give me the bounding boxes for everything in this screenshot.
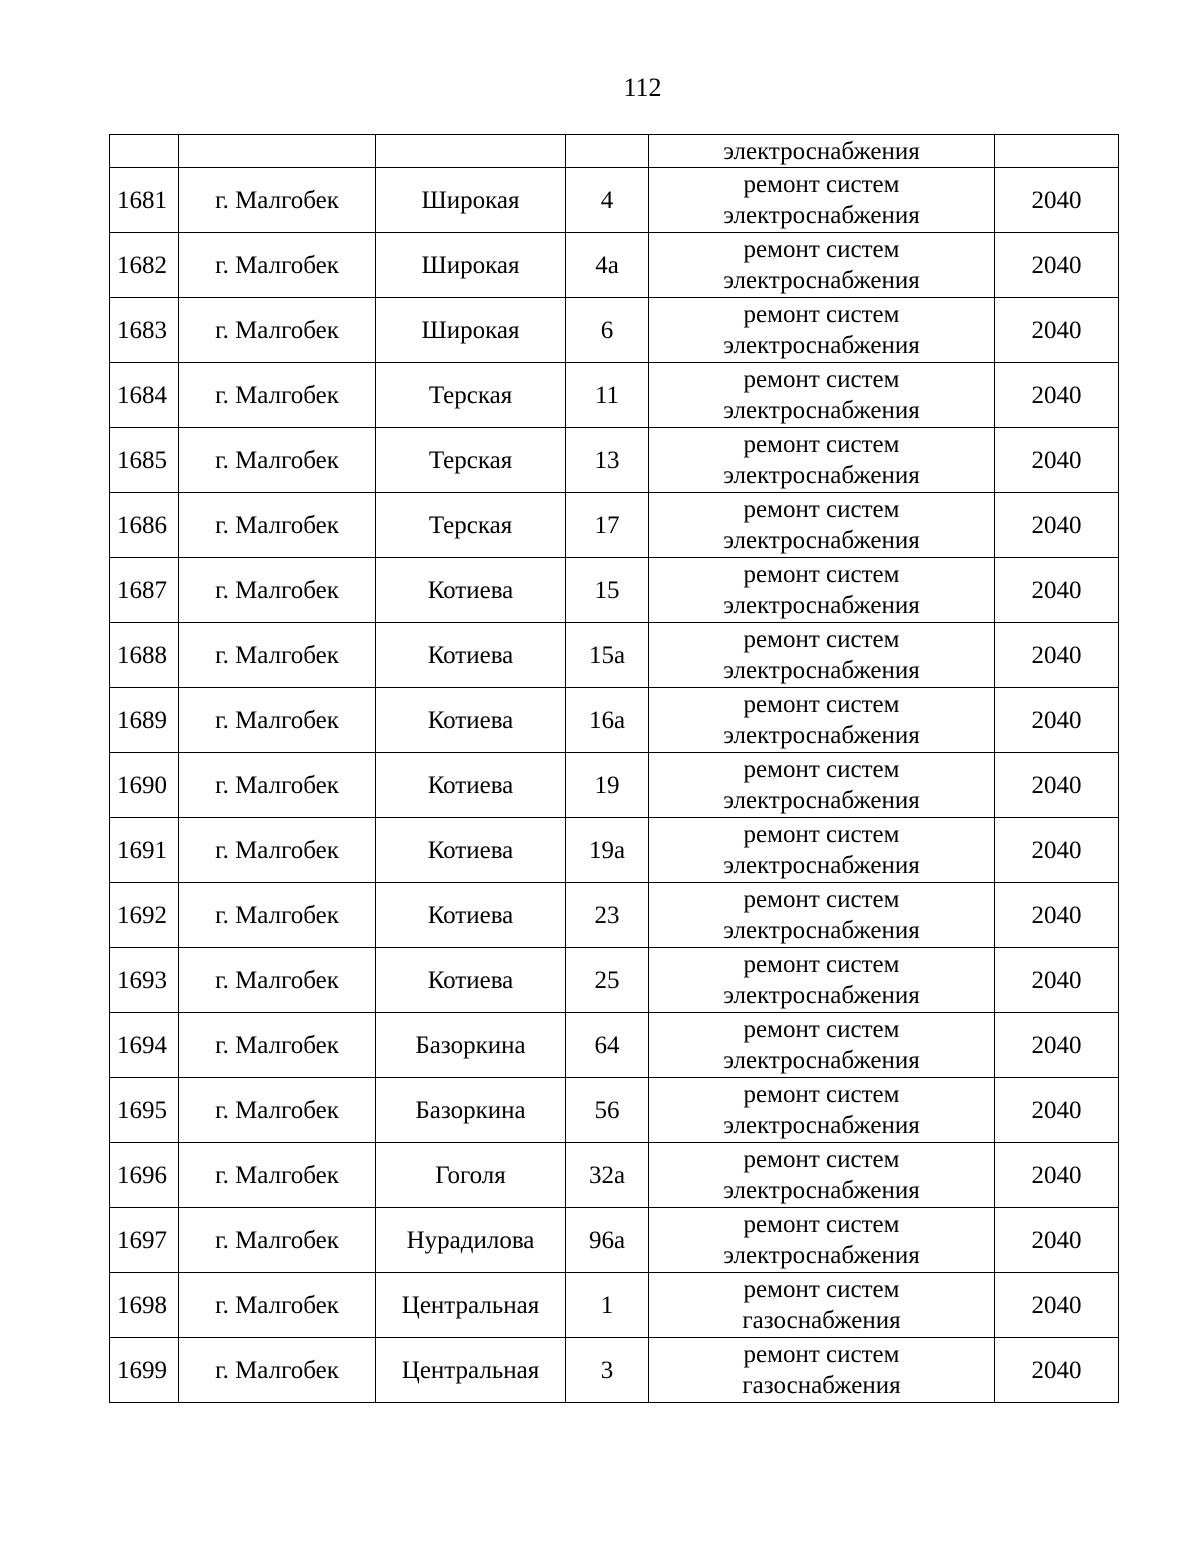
house-cell: 6 <box>566 298 649 363</box>
city-cell: г. Малгобек <box>179 883 376 948</box>
work-type-line: ремонт систем <box>743 756 900 783</box>
table-row <box>110 623 1119 688</box>
year-cell: 2040 <box>995 623 1119 688</box>
street-cell: Широкая <box>376 298 566 363</box>
work-type-line: ремонт систем <box>743 1276 900 1303</box>
street-cell: Широкая <box>376 168 566 233</box>
city-cell: г. Малгобек <box>179 1143 376 1208</box>
work-type-line: электроснабжения <box>723 527 920 554</box>
work-type-cell <box>649 818 995 883</box>
work-type-line: электроснабжения <box>723 202 920 229</box>
number-cell: 1698 <box>110 1273 179 1338</box>
work-type-cell <box>649 883 995 948</box>
number-cell: 1693 <box>110 948 179 1013</box>
house-cell: 4 <box>566 168 649 233</box>
year-cell: 2040 <box>995 493 1119 558</box>
house-cell: 16а <box>566 688 649 753</box>
house-cell: 17 <box>566 493 649 558</box>
work-type-cell <box>649 493 995 558</box>
street-cell: Котиева <box>376 688 566 753</box>
work-type-line: ремонт систем <box>743 1146 900 1173</box>
work-type-line: ремонт систем <box>743 171 900 198</box>
year-cell: 2040 <box>995 818 1119 883</box>
house-cell: 13 <box>566 428 649 493</box>
street-cell: Базоркина <box>376 1078 566 1143</box>
number-cell: 1683 <box>110 298 179 363</box>
work-type-line: электроснабжения <box>723 592 920 619</box>
work-type-cell <box>649 1143 995 1208</box>
year-cell: 2040 <box>995 1273 1119 1338</box>
number-cell: 1694 <box>110 1013 179 1078</box>
table-row <box>110 363 1119 428</box>
year-cell: 2040 <box>995 753 1119 818</box>
works-table-body <box>110 135 1119 1403</box>
work-type-cell <box>649 168 995 233</box>
work-type-line: ремонт систем <box>743 236 900 263</box>
street-cell: Центральная <box>376 1338 566 1403</box>
work-type-cell <box>649 688 995 753</box>
year-cell: 2040 <box>995 298 1119 363</box>
number-cell: 1699 <box>110 1338 179 1403</box>
number-cell: 1692 <box>110 883 179 948</box>
city-cell: г. Малгобек <box>179 1013 376 1078</box>
street-cell: Центральная <box>376 1273 566 1338</box>
work-type-cell <box>649 363 995 428</box>
work-type-cell <box>649 948 995 1013</box>
work-type-cell <box>649 1013 995 1078</box>
table-row <box>110 558 1119 623</box>
work-type-line: электроснабжения <box>723 397 920 424</box>
work-type-cell <box>649 558 995 623</box>
work-type-line: ремонт систем <box>743 431 900 458</box>
work-type-cell <box>649 233 995 298</box>
table-row <box>110 233 1119 298</box>
table-row <box>110 883 1119 948</box>
work-type-cell <box>649 623 995 688</box>
number-cell: 1689 <box>110 688 179 753</box>
number-cell: 1687 <box>110 558 179 623</box>
city-cell: г. Малгобек <box>179 168 376 233</box>
house-cell: 1 <box>566 1273 649 1338</box>
work-type-line: ремонт систем <box>743 561 900 588</box>
number-cell: 1697 <box>110 1208 179 1273</box>
city-cell: г. Малгобек <box>179 688 376 753</box>
table-row <box>110 1338 1119 1403</box>
table-row <box>110 298 1119 363</box>
work-type-line: ремонт систем <box>743 1016 900 1043</box>
work-type-line: ремонт систем <box>743 626 900 653</box>
house-cell <box>566 135 649 168</box>
city-cell: г. Малгобек <box>179 948 376 1013</box>
work-type-cell <box>649 1078 995 1143</box>
work-type-line: ремонт систем <box>743 886 900 913</box>
city-cell: г. Малгобек <box>179 753 376 818</box>
work-type-line: электроснабжения <box>723 332 920 359</box>
number-cell: 1690 <box>110 753 179 818</box>
year-cell: 2040 <box>995 1208 1119 1273</box>
table-row <box>110 428 1119 493</box>
number-cell: 1688 <box>110 623 179 688</box>
table-row <box>110 1273 1119 1338</box>
street-cell: Терская <box>376 428 566 493</box>
city-cell: г. Малгобек <box>179 1078 376 1143</box>
work-type-line: ремонт систем <box>743 1211 900 1238</box>
work-type-line: ремонт систем <box>743 1341 900 1368</box>
year-cell: 2040 <box>995 558 1119 623</box>
year-cell: 2040 <box>995 1013 1119 1078</box>
work-type-line: электроснабжения <box>723 267 920 294</box>
house-cell: 4а <box>566 233 649 298</box>
house-cell: 15 <box>566 558 649 623</box>
work-type-line: электроснабжения <box>723 1047 920 1074</box>
year-cell: 2040 <box>995 883 1119 948</box>
table-row <box>110 1208 1119 1273</box>
house-cell: 3 <box>566 1338 649 1403</box>
house-cell: 25 <box>566 948 649 1013</box>
work-type-line: электроснабжения <box>723 722 920 749</box>
table-row <box>110 493 1119 558</box>
street-cell: Котиева <box>376 948 566 1013</box>
table-row <box>110 688 1119 753</box>
city-cell: г. Малгобек <box>179 818 376 883</box>
work-type-line: газоснабжения <box>742 1372 901 1399</box>
year-cell: 2040 <box>995 1143 1119 1208</box>
work-type-line: ремонт систем <box>743 691 900 718</box>
table-row <box>110 948 1119 1013</box>
number-cell: 1691 <box>110 818 179 883</box>
work-type-line: электроснабжения <box>723 1177 920 1204</box>
work-type-cell: электроснабжения <box>649 135 995 168</box>
street-cell: Терская <box>376 363 566 428</box>
city-cell: г. Малгобек <box>179 428 376 493</box>
work-type-line: электроснабжения <box>723 787 920 814</box>
street-cell <box>376 135 566 168</box>
table-row <box>110 168 1119 233</box>
year-cell <box>995 135 1119 168</box>
work-type-line: газоснабжения <box>742 1307 901 1334</box>
work-type-line: электроснабжения <box>723 982 920 1009</box>
work-type-line: ремонт систем <box>743 301 900 328</box>
table-row <box>110 1078 1119 1143</box>
city-cell <box>179 135 376 168</box>
year-cell: 2040 <box>995 363 1119 428</box>
city-cell: г. Малгобек <box>179 1273 376 1338</box>
house-cell: 11 <box>566 363 649 428</box>
work-type-line: электроснабжения <box>723 917 920 944</box>
work-type-line: электроснабжения <box>723 657 920 684</box>
city-cell: г. Малгобек <box>179 363 376 428</box>
year-cell: 2040 <box>995 1338 1119 1403</box>
number-cell: 1684 <box>110 363 179 428</box>
street-cell: Широкая <box>376 233 566 298</box>
works-table <box>109 134 1119 1403</box>
house-cell: 23 <box>566 883 649 948</box>
number-cell: 1685 <box>110 428 179 493</box>
year-cell: 2040 <box>995 948 1119 1013</box>
street-cell: Терская <box>376 493 566 558</box>
year-cell: 2040 <box>995 688 1119 753</box>
city-cell: г. Малгобек <box>179 298 376 363</box>
house-cell: 19а <box>566 818 649 883</box>
house-cell: 56 <box>566 1078 649 1143</box>
city-cell: г. Малгобек <box>179 558 376 623</box>
number-cell: 1686 <box>110 493 179 558</box>
work-type-line: ремонт систем <box>743 951 900 978</box>
work-type-line: ремонт систем <box>743 366 900 393</box>
work-type-cell <box>649 298 995 363</box>
street-cell: Базоркина <box>376 1013 566 1078</box>
street-cell: Котиева <box>376 818 566 883</box>
street-cell: Котиева <box>376 558 566 623</box>
house-cell: 64 <box>566 1013 649 1078</box>
number-cell: 1695 <box>110 1078 179 1143</box>
work-type-line: электроснабжения <box>723 852 920 879</box>
number-cell: 1696 <box>110 1143 179 1208</box>
year-cell: 2040 <box>995 233 1119 298</box>
work-type-line: электроснабжения <box>723 1112 920 1139</box>
continuation-row <box>110 135 1119 168</box>
year-cell: 2040 <box>995 168 1119 233</box>
table-row <box>110 1013 1119 1078</box>
work-type-line: электроснабжения <box>723 1242 920 1269</box>
page-number: 112 <box>623 73 662 102</box>
number-cell: 1682 <box>110 233 179 298</box>
street-cell: Нурадилова <box>376 1208 566 1273</box>
work-type-cell <box>649 428 995 493</box>
work-type-line: электроснабжения <box>723 462 920 489</box>
table-row <box>110 753 1119 818</box>
street-cell: Гоголя <box>376 1143 566 1208</box>
year-cell: 2040 <box>995 1078 1119 1143</box>
house-cell: 15а <box>566 623 649 688</box>
street-cell: Котиева <box>376 623 566 688</box>
number-cell: 1681 <box>110 168 179 233</box>
city-cell: г. Малгобек <box>179 233 376 298</box>
city-cell: г. Малгобек <box>179 623 376 688</box>
work-type-cell <box>649 753 995 818</box>
house-cell: 19 <box>566 753 649 818</box>
house-cell: 96а <box>566 1208 649 1273</box>
city-cell: г. Малгобек <box>179 1208 376 1273</box>
city-cell: г. Малгобек <box>179 1338 376 1403</box>
city-cell: г. Малгобек <box>179 493 376 558</box>
work-type-cell <box>649 1338 995 1403</box>
table-row <box>110 1143 1119 1208</box>
work-type-cell <box>649 1208 995 1273</box>
street-cell: Котиева <box>376 753 566 818</box>
work-type-line: ремонт систем <box>743 821 900 848</box>
table-row <box>110 818 1119 883</box>
house-cell: 32а <box>566 1143 649 1208</box>
work-type-line: ремонт систем <box>743 496 900 523</box>
work-type-cell <box>649 1273 995 1338</box>
year-cell: 2040 <box>995 428 1119 493</box>
street-cell: Котиева <box>376 883 566 948</box>
number-cell <box>110 135 179 168</box>
work-type-line: ремонт систем <box>743 1081 900 1108</box>
